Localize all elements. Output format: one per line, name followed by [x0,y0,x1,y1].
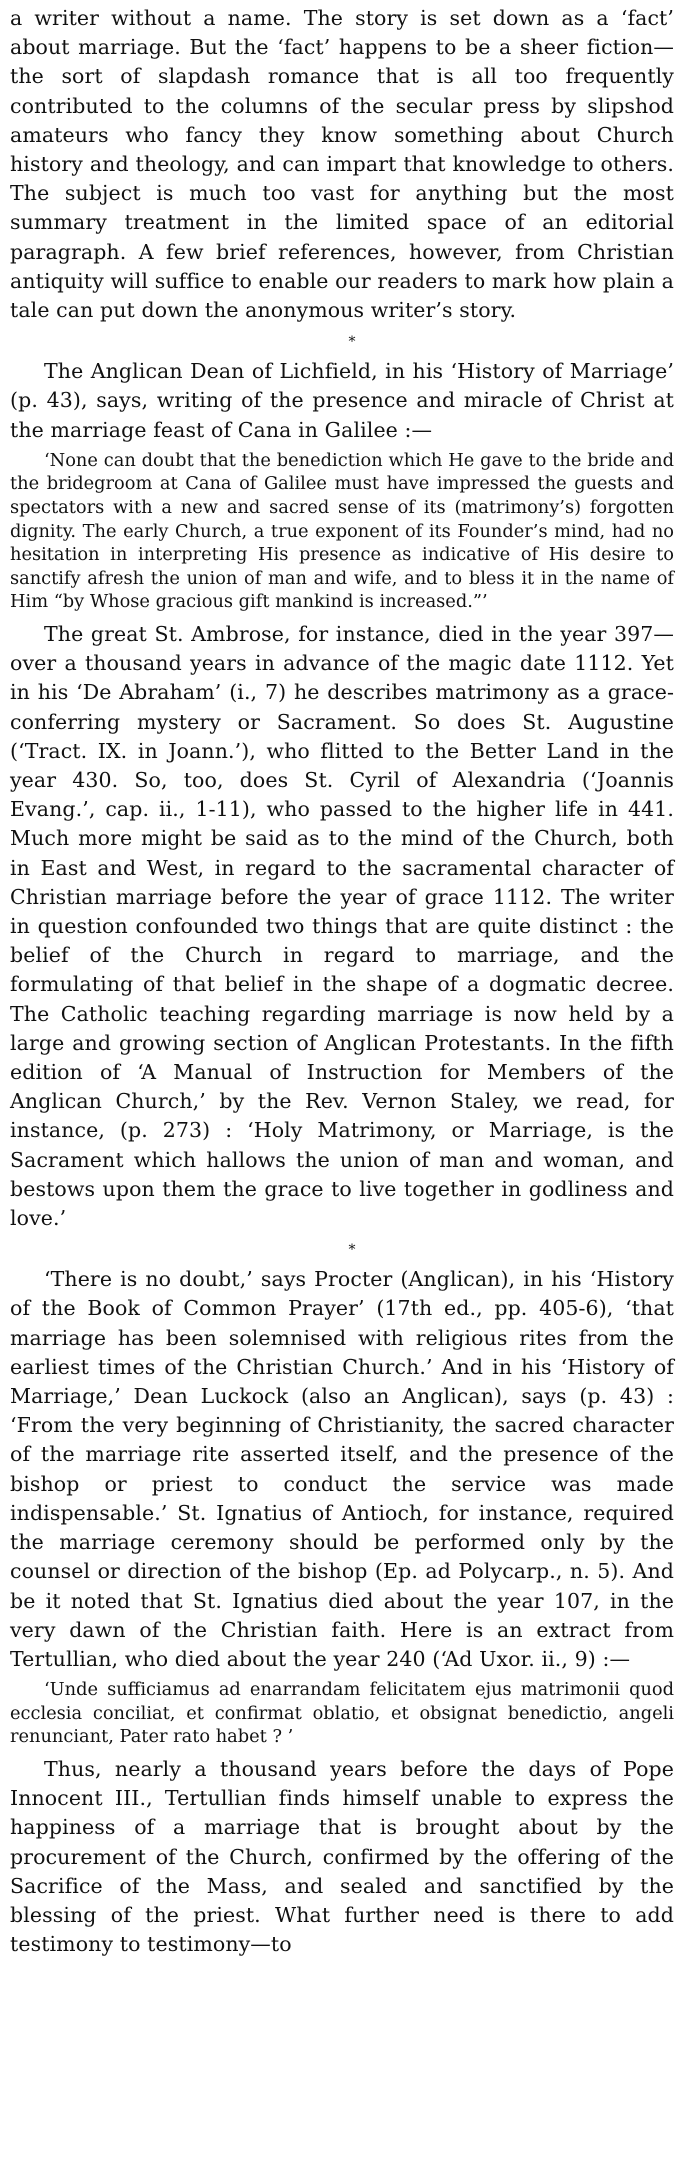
section-separator-star: * [348,1242,356,1259]
quote-cana-benediction: ‘None can doubt that the benediction which He gave to the bride and the bridegroom at Cana of Galilee must have impressed the guests and spectators with a new and sacred sense of its (matrimony’s) forgotten dignity. The early Church, a true exponent of its Founder’s mind, had no hesitation in interpreting His presence as indicative of His desire to sanctify afresh the union of man and wife, and to bless it in the name of Him “by Whose gracious gift mankind is increased.”’ [10,449,674,613]
paragraph-innocent-iii: Thus, nearly a thousand years before the days of Pope Innocent III., Tertullian finds himself unable to express the happiness of a marriage that is brought about by the procurement of the Church, confirmed by the offering of the Sacrifice of the Mass, and sealed and sanctified by the blessing of the priest. What further need is there to add testimony to testimony—to [10,1756,674,1957]
paragraph-st-ambrose: The great St. Ambrose, for instance, died in the year 397—over a thousand years in advance of the magic date 1112. Yet in his ‘De Abraham’ (i., 7) he describes matrimony as a grace-conferring mystery or Sacrament. So does St. Augustine (‘Tract. IX. in Joann.’), who flitted to the Better Land in the year 430. So, too, does St. Cyril of Alexandria (‘Joannis Evang.’, cap. ii., 1-11), who passed to the higher life in 441. Much more might be said as to the mind of the Church, both in East and West, in regard to the sacramental character of Christian marriage before the year of grace 1112. The writer in question confounded two things that are quite distinct : the belief of the Church in regard to marriage, and the formulating of that belief in the shape of a dogmatic decree. The Catholic teaching regarding marriage is now held by a large and growing section of Anglican Protestants. In the fifth edition of ‘A Manual of Instruction for Members of the Anglican Church,’ by the Rev. Vernon Staley, we read, for instance, (p. 273) : ‘Holy Matrimony, or Marriage, is the Sacrament which hallows the union of man and woman, and bestows upon them the grace to live together in godliness and love.’ [10,622,674,1231]
paragraph-intro: a writer without a name. The story is set down as a ‘fact’ about marriage. But the ‘fact’ happens to be a sheer fiction—the sort of slapdash romance that is all too frequently contributed to the columns of the secular press by slipshod amateurs who fancy they know something about Church history and theology, and can impart that knowledge to others. The subject is much too vast for anything but the most summary treatment in the limited space of an editorial paragraph. A few brief references, however, from Christian antiquity will suffice to enable our readers to mark how plain a tale can put down the anonymous writer’s story. [10,6,674,323]
paragraph-procter: ‘There is no doubt,’ says Procter (Anglican), in his ‘History of the Book of Common Prayer’ (17th ed., pp. 405-6), ‘that marriage has been solemnised with religious rites from the earliest times of the Christian Church.’ And in his ‘History of Marriage,’ Dean Luckock (also an Anglican), says (p. 43) : ‘From the very beginning of Christianity, the sacred character of the marriage rite asserted itself, and the presence of the bishop or priest to conduct the service was made indispensable.’ St. Ignatius of Antioch, for instance, required the marriage ceremony should be performed only by the counsel or direction of the bishop (Ep. ad Polycarp., n. 5). And be it noted that St. Ignatius died about the year 107, in the very dawn of the Christian faith. Here is an extract from Tertullian, who died about the year 240 (‘Ad Uxor. ii., 9) :— [10,1267,674,1671]
section-separator-star: * [348,334,356,351]
quote-tertullian-latin: ‘Unde sufficiamus ad enarrandam felicitatem ejus matrimonii quod ecclesia conciliat, et confirmat oblatio, et obsignat benedictio, angeli renunciant, Pater rato habet ? ’ [10,1679,674,1748]
paragraph-dean-lichfield: The Anglican Dean of Lichfield, in his ‘History of Marriage’ (p. 43), says, writing of the presence and miracle of Christ at the marriage feast of Cana in Galilee :— [10,359,674,442]
